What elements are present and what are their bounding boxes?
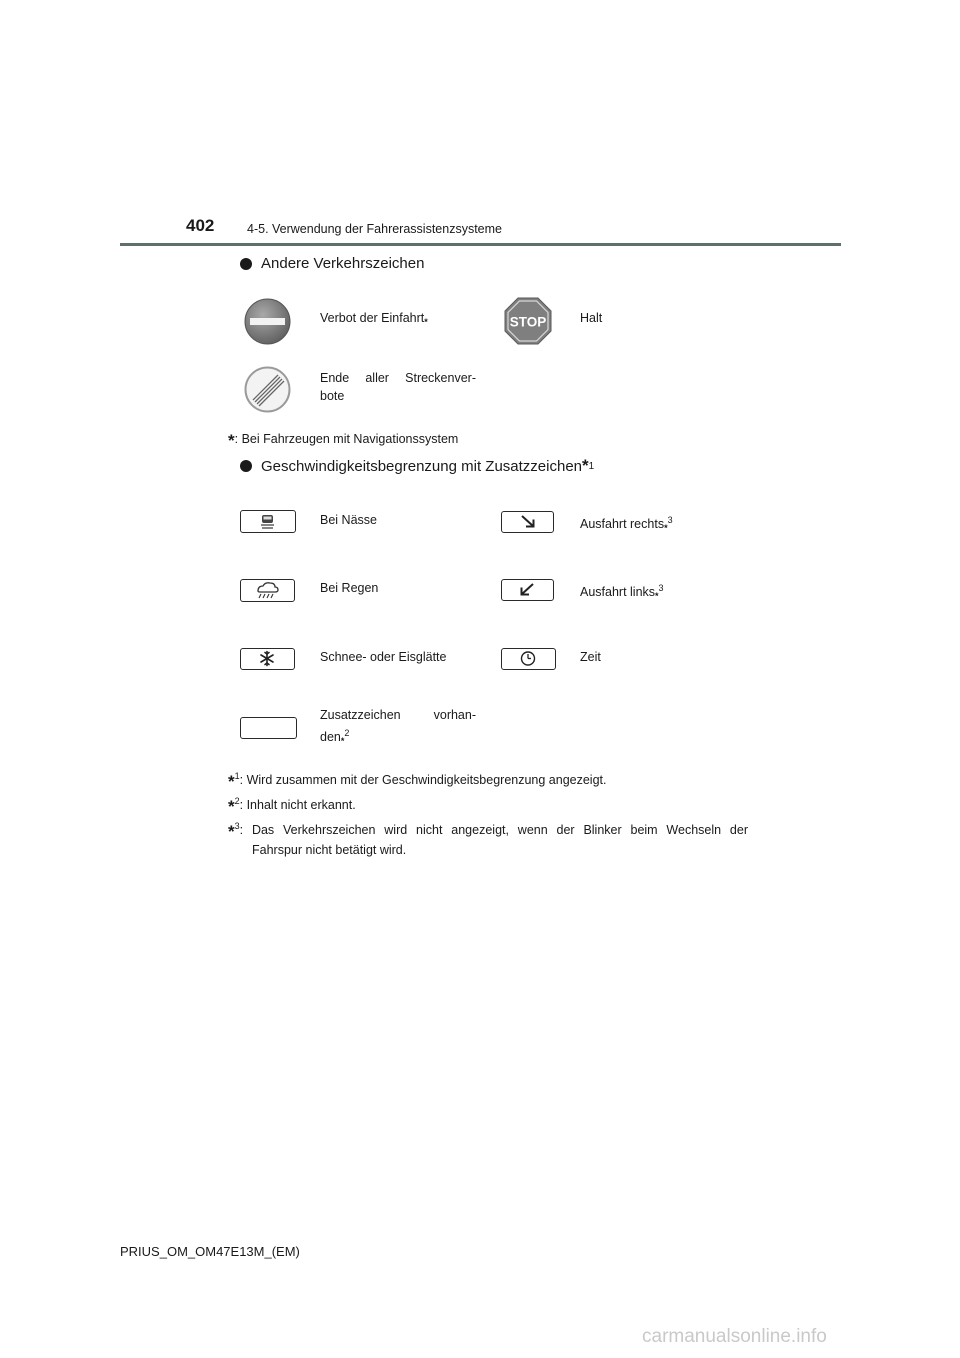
snowflake-panel-icon bbox=[240, 648, 295, 670]
watermark: carmanualsonline.info bbox=[642, 1326, 827, 1347]
header-rule bbox=[120, 243, 841, 246]
asterisk-mark: * bbox=[664, 523, 668, 534]
bullet-icon bbox=[240, 460, 252, 472]
footnote-3: *$^3$: Das Verkehrszeichen wird nicht angezeigt, wenn der Blinker beim Wechseln der Fahrspur nicht betätigt wird. bbox=[228, 821, 748, 858]
exit-right-panel-icon bbox=[501, 511, 554, 533]
footnote-1: *$^1$: Wird zusammen mit der Geschwindigkeitsbegrenzung angezeigt. bbox=[228, 771, 607, 792]
sign-label-wet: Bei Nässe bbox=[320, 513, 377, 527]
sign-label-exit-left: Ausfahrt links$^{*3}$ bbox=[580, 583, 664, 602]
sign-label-stop: Halt bbox=[580, 311, 603, 325]
rain-panel-icon bbox=[240, 579, 295, 602]
asterisk-mark: * bbox=[424, 317, 428, 327]
asterisk-mark: * bbox=[228, 797, 235, 817]
sign-label-snow-ice: Schnee- oder Eisglätte bbox=[320, 650, 447, 664]
blank-panel-icon bbox=[240, 717, 297, 739]
asterisk-mark: * bbox=[655, 591, 659, 602]
asterisk-mark: * bbox=[228, 772, 235, 792]
sign-label-exit-right: Ausfahrt rechts$^{*3}$ bbox=[580, 515, 673, 534]
exit-left-panel-icon bbox=[501, 579, 554, 601]
stop-sign-icon bbox=[504, 297, 552, 345]
sign-label-additional-sign: Zusatzzeichen vorhan- den$^{*2}$ bbox=[320, 708, 476, 747]
sign-label-end-of-restrictions: Ende aller Streckenver- bote bbox=[320, 371, 476, 403]
sign-label-no-entry: Verbot der Einfahrt* bbox=[320, 311, 428, 327]
page-number: 402 bbox=[186, 216, 215, 235]
section-heading-speed-limit: Geschwindigkeitsbegrenzung mit Zusatzzeichen * 1 bbox=[240, 456, 594, 476]
asterisk-mark: * bbox=[582, 456, 589, 475]
footnote-navigation: *: Bei Fahrzeugen mit Navigationssystem bbox=[228, 431, 459, 450]
bullet-icon bbox=[240, 258, 252, 270]
wet-road-panel-icon bbox=[240, 510, 296, 533]
footnote-2: *$^2$: Inhalt nicht erkannt. bbox=[228, 796, 356, 817]
asterisk-mark: * bbox=[340, 736, 345, 747]
sign-label-time: Zeit bbox=[580, 650, 601, 664]
stop-sign-text: STOP bbox=[509, 314, 547, 330]
no-entry-sign-icon bbox=[244, 298, 291, 345]
section-heading-text: Geschwindigkeitsbegrenzung mit Zusatzzeichen bbox=[261, 457, 582, 475]
asterisk-mark: * bbox=[228, 822, 235, 842]
section-heading-other-signs bbox=[240, 255, 424, 272]
section-heading-text: Andere Verkehrszeichen bbox=[261, 255, 425, 272]
sign-label-rain: Bei Regen bbox=[320, 581, 379, 595]
clock-panel-icon bbox=[501, 648, 556, 670]
end-of-restrictions-sign-icon bbox=[244, 366, 291, 413]
asterisk-mark: * bbox=[228, 431, 235, 450]
section-title: 4-5. Verwendung der Fahrerassistenzsysteme bbox=[247, 222, 502, 236]
document-code: PRIUS_OM_OM47E13M_(EM) bbox=[120, 1244, 300, 1259]
